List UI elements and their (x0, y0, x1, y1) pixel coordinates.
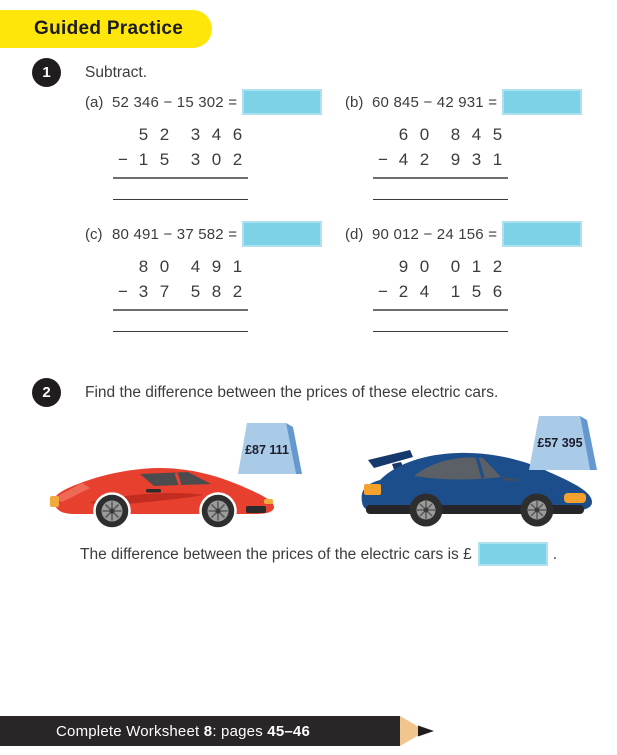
problem-d-equation: 90 012 − 24 156 = (372, 225, 498, 243)
problem-c-answer-space[interactable] (113, 311, 340, 331)
digit-cell: 8 (450, 125, 461, 144)
sentence-answer-box[interactable] (478, 542, 548, 566)
digit-cell: 5 (159, 150, 170, 169)
problem-c (85, 220, 340, 332)
footer-text (56, 723, 310, 740)
sign-cell: − (378, 282, 388, 301)
footer-text-1: Complete Worksheet (56, 722, 204, 740)
blue-car-headlight (564, 493, 586, 503)
digit-cell: 1 (450, 282, 461, 301)
digit-cell: 4 (471, 125, 482, 144)
problem-b-label: (b) (345, 93, 364, 111)
footer-bar (0, 716, 400, 746)
problem-b-minuend (373, 122, 600, 147)
digit-cell: 1 (471, 257, 482, 276)
digit-cell: 9 (211, 257, 222, 276)
problem-b-equation: 60 845 − 42 931 = (372, 93, 498, 111)
digit-cell: 1 (138, 150, 149, 169)
digit-cell: 3 (190, 125, 201, 144)
question-2-prompt: Find the difference between the prices of these electric cars. (85, 384, 499, 401)
question-2-number-label: 2 (42, 384, 51, 401)
digit-cell: 6 (492, 282, 503, 301)
problem-c-equation: 80 491 − 37 582 = (112, 225, 238, 243)
digit-cell: 6 (398, 125, 409, 144)
problem-b-answer-space[interactable] (373, 179, 600, 199)
digit-cell: 0 (419, 257, 430, 276)
digit-cell: 5 (138, 125, 149, 144)
problem-b (345, 88, 600, 200)
problem-b-line-2 (373, 199, 508, 200)
page-title: Guided Practice (34, 18, 184, 39)
footer-text-2: : pages (212, 722, 268, 740)
blue-car-price-tag (527, 414, 599, 472)
answer-sentence (80, 542, 557, 566)
blue-car-front-wheel (521, 494, 554, 527)
question-1-prompt: Subtract. (85, 64, 148, 81)
pencil-tip-icon (400, 716, 438, 746)
problem-c-label: (c) (85, 225, 103, 243)
digit-cell: 0 (159, 257, 170, 276)
answer-sentence-text: The difference between the prices of the electric cars is £ (80, 546, 472, 563)
digit-cell: 0 (211, 150, 222, 169)
sign-cell: − (118, 150, 128, 169)
digit-cell: 4 (398, 150, 409, 169)
problem-b-subtrahend (373, 147, 600, 172)
digit-cell: 8 (138, 257, 149, 276)
blue-car-taillight (364, 484, 381, 495)
digit-cell: 0 (450, 257, 461, 276)
problem-c-line-2 (113, 331, 248, 332)
problem-d-line-2 (373, 331, 508, 332)
problem-a-subtrahend (113, 147, 340, 172)
problem-d-subtrahend (373, 279, 600, 304)
digit-cell: 2 (159, 125, 170, 144)
digit-cell: 3 (190, 150, 201, 169)
footer-worksheet-number: 8 (203, 722, 213, 740)
digit-cell: 2 (398, 282, 409, 301)
red-car-price-tag (236, 421, 304, 476)
digit-cell: 7 (159, 282, 170, 301)
red-car-rear-wheel (95, 494, 130, 529)
digit-cell: 1 (232, 257, 243, 276)
problem-a (85, 88, 340, 200)
digit-cell: 2 (232, 282, 243, 301)
digit-cell: 4 (419, 282, 430, 301)
problem-a-minuend (113, 122, 340, 147)
problem-a-answer-space[interactable] (113, 179, 340, 199)
problem-c-subtrahend (113, 279, 340, 304)
digit-cell: 9 (398, 257, 409, 276)
digit-cell: 1 (492, 150, 503, 169)
problem-c-answer-box[interactable] (242, 221, 322, 247)
red-car-price: £87 111 (245, 443, 289, 457)
problem-b-answer-box[interactable] (502, 89, 582, 115)
question-1-number (32, 58, 61, 87)
digit-cell: 2 (492, 257, 503, 276)
red-car-taillight (50, 496, 59, 507)
sign-cell: − (118, 282, 128, 301)
problem-a-label: (a) (85, 93, 104, 111)
answer-sentence-period: . (552, 546, 558, 563)
digit-cell: 0 (419, 125, 430, 144)
problem-d-label: (d) (345, 225, 364, 243)
digit-cell: 5 (471, 282, 482, 301)
question-2-number (32, 378, 61, 407)
digit-cell: 8 (211, 282, 222, 301)
digit-cell: 2 (232, 150, 243, 169)
digit-cell: 4 (211, 125, 222, 144)
digit-cell: 5 (190, 282, 201, 301)
problem-d (345, 220, 600, 332)
digit-cell: 3 (138, 282, 149, 301)
problem-a-equation: 52 346 − 15 302 = (112, 93, 238, 111)
problem-c-minuend (113, 254, 340, 279)
problem-a-answer-box[interactable] (242, 89, 322, 115)
digit-cell: 5 (492, 125, 503, 144)
guided-practice-badge (0, 10, 212, 48)
digit-cell: 3 (471, 150, 482, 169)
problem-a-line-2 (113, 199, 248, 200)
red-car-front-wheel (201, 494, 236, 529)
problem-d-answer-box[interactable] (502, 221, 582, 247)
digit-cell: 2 (419, 150, 430, 169)
digit-cell: 4 (190, 257, 201, 276)
problem-d-answer-space[interactable] (373, 311, 600, 331)
blue-car-price: £57 395 (537, 436, 583, 450)
digit-cell: 9 (450, 150, 461, 169)
question-1-number-label: 1 (42, 64, 51, 81)
digit-cell: 6 (232, 125, 243, 144)
sign-cell: − (378, 150, 388, 169)
problem-d-minuend (373, 254, 600, 279)
blue-car-rear-wheel (410, 494, 443, 527)
footer-pages: 45–46 (267, 722, 311, 740)
